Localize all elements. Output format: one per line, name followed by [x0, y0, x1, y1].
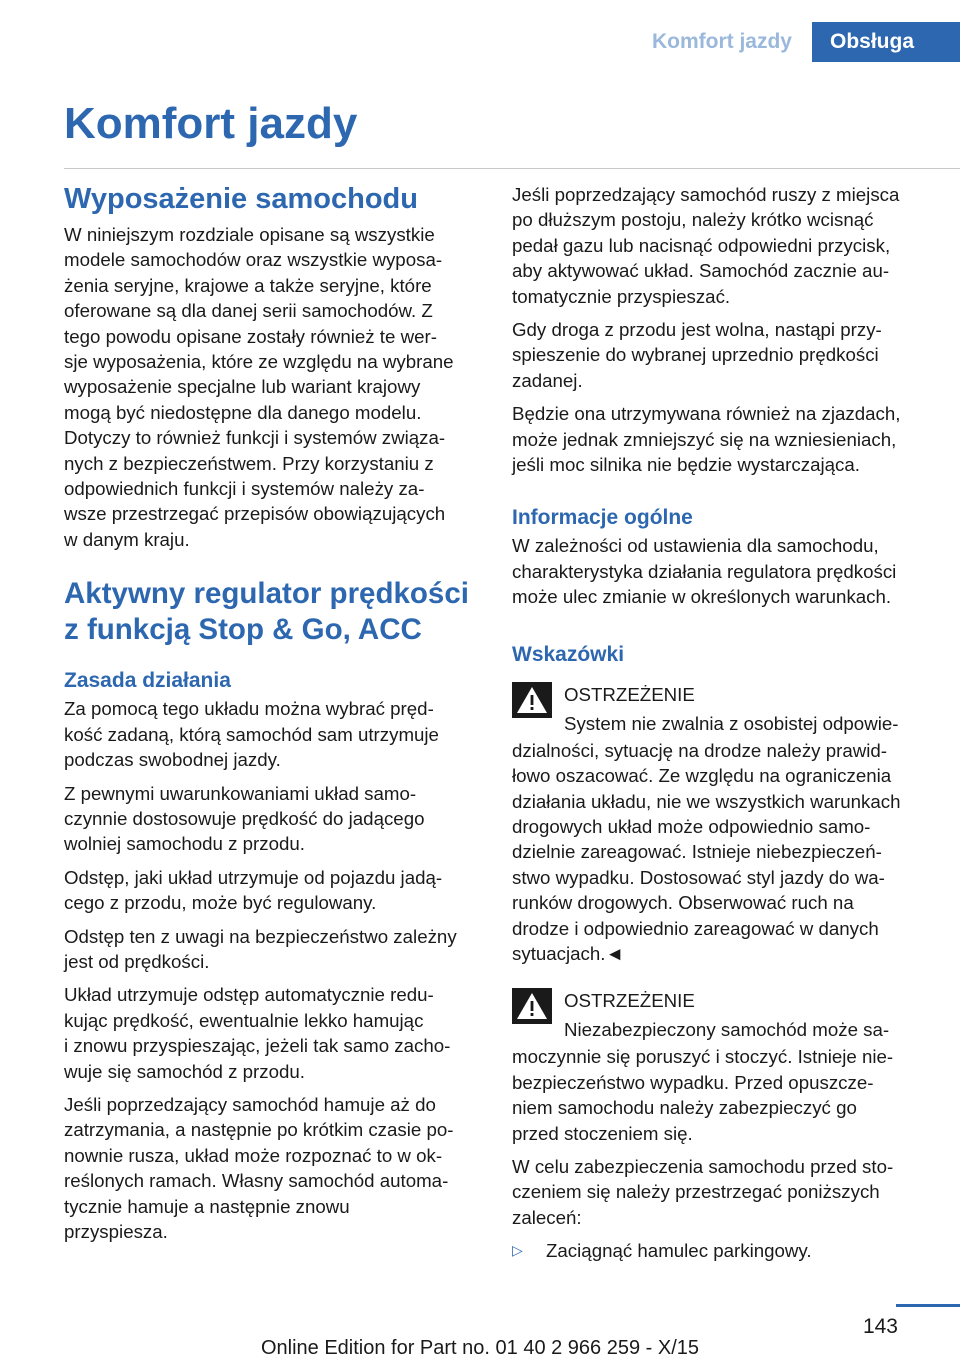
bullet-text: Zaciągnąć hamulec parkingowy. [546, 1240, 812, 1262]
warning-1-first-line: System nie zwalnia z osobistej odpowie‐ [564, 712, 899, 734]
footer-edition: Online Edition for Part no. 01 40 2 966 259 - X/15 [260, 1337, 700, 1359]
title-divider [64, 168, 960, 169]
heading-notes: Wskazówki [512, 642, 625, 666]
paragraph-principle-1: Za pomocą tego układu można wybrać pręd‐ kość zadaną, którą samochód sam utrzymuje podczas swobodnej jazdy. [64, 698, 439, 771]
paragraph-descents: Będzie ona utrzymywana również na zjazdach, może jednak zmniejszyć się na wzniesieniach, jeśli moc silnika nie będzie wystarczająca. [512, 403, 901, 476]
warning-box-2 [512, 986, 926, 1146]
heading-equipment: Wyposażenie samochodu [64, 183, 418, 215]
warning-2-title: OSTRZEŻENIE [564, 990, 695, 1012]
paragraph-principle-3: Odstęp, jaki układ utrzymuje od pojazdu jadą‐ cego z przodu, może być regulowany. [64, 866, 443, 914]
heading-principle: Zasada działania [64, 669, 231, 693]
paragraph-principle-5: Układ utrzymuje odstęp automatycznie redu‐ kując prędkość, ewentualnie lekko hamując i znowu przyspieszając, jeżeli tak samo zacho‐ wuje się samochód z przodu. [64, 984, 451, 1082]
heading-acc [64, 576, 482, 648]
page-title: Komfort jazdy [64, 99, 358, 148]
bullet-item-parking-brake [512, 1238, 926, 1263]
paragraph-start: Jeśli poprzedzający samochód ruszy z miejsca po dłuższym postoju, należy krótko wcisnąć pedał gazu lub nacisnąć odpowiedni przycisk, aby aktywować układ. Samochód zacznie au‐ tomatycznie przyspieszać. [512, 184, 900, 307]
paragraph-principle-6: Jeśli poprzedzający samochód hamuje aż do zatrzymania, a następnie po krótkim czasie po‐ nownie rusza, układ może rozpoznać to w ok‐ reślonych ramach. Własny samochód automa‐ tycznie hamuje a następnie znowu przyspiesza. [64, 1093, 454, 1242]
paragraph-principle-2: Z pewnymi uwarunkowaniami układ samo‐ czynnie dostosowuje prędkość do jadącego wolniej samochodu z przodu. [64, 782, 425, 855]
left-column [64, 182, 482, 1252]
warning-2-body: moczynnie się poruszyć i stoczyć. Istnieje nie‐ bezpieczeństwo wypadku. Przed opuszcze‐ niem samochodu należy zabezpieczyć go przed stoczeniem się. [512, 1046, 894, 1144]
heading-general: Informacje ogólne [512, 506, 693, 530]
right-column [512, 182, 926, 1264]
triangle-bullet-icon: ▷ [512, 1242, 523, 1259]
warning-triangle-icon [512, 682, 552, 718]
tab-section-komfort[interactable]: Komfort jazdy [632, 22, 812, 62]
warning-1-title: OSTRZEŻENIE [564, 683, 695, 705]
page-number: 143 [862, 1315, 898, 1338]
paragraph-general: W zależności od ustawienia dla samochodu, charakterystyka działania regulatora prędkości może ulec zmianie w określonych warunkach. [512, 535, 897, 608]
paragraph-free-road: Gdy droga z przodu jest wolna, nastąpi przy‐ spieszenie do wybranej uprzednio prędkości zadanej. [512, 319, 882, 391]
warning-box-1 [512, 680, 926, 967]
tab-chapter-obsluga[interactable]: Obsługa [812, 22, 960, 62]
paragraph-equipment: W niniejszym rozdziale opisane są wszystkie modele samochodów oraz wszystkie wyposa‐ żenia seryjne, krajowe a także seryjne, które oferowane są dla danej serii samochodów. Z tego powodu opisane zostały również te wer‐ sje wyposażenia, które ze względu na wybrane wyposażenie specjalne lub wariant krajowy mogą być niedostępne dla danego modelu. Dotyczy to również funkcji i systemów związa‐ nych z bezpieczeństwem. Przy korzystaniu z odpowiednich funkcji i systemów należy za‐ wsze przestrzegać przepisów obowiązujących w danym kraju. [64, 224, 454, 550]
warning-2-first-line: Niezabezpieczony samochód może sa‐ [564, 1019, 890, 1041]
warning-triangle-icon [512, 988, 552, 1024]
heading-acc-text: Aktywny regulator prędkości z funkcją Stop & Go, ACC [64, 577, 469, 647]
paragraph-principle-4: Odstęp ten z uwagi na bezpieczeństwo zależny jest od prędkości. [64, 925, 457, 972]
warning-1-body: dzialności, sytuację na drodze należy prawid‐ łowo oszacować. Ze względu na ograniczenia działania układu, nie we wszystkich warunkach drogowych układ może odpowiednio samo‐ dzielnie zareagować. Istnieje niebezpieczeń‐ stwo wypadku. Dostosować styl jazdy do wa‐ runków drogowych. Obserwować ruch na drodze i odpowiednio zareagować w danych sytuacjach.◄ [512, 739, 901, 964]
paragraph-secure: W celu zabezpieczenia samochodu przed sto‐ czeniem się należy przestrzegać poniższych zaleceń: [512, 1155, 894, 1228]
footer-rule [896, 1304, 960, 1307]
header-tabs [632, 22, 960, 62]
